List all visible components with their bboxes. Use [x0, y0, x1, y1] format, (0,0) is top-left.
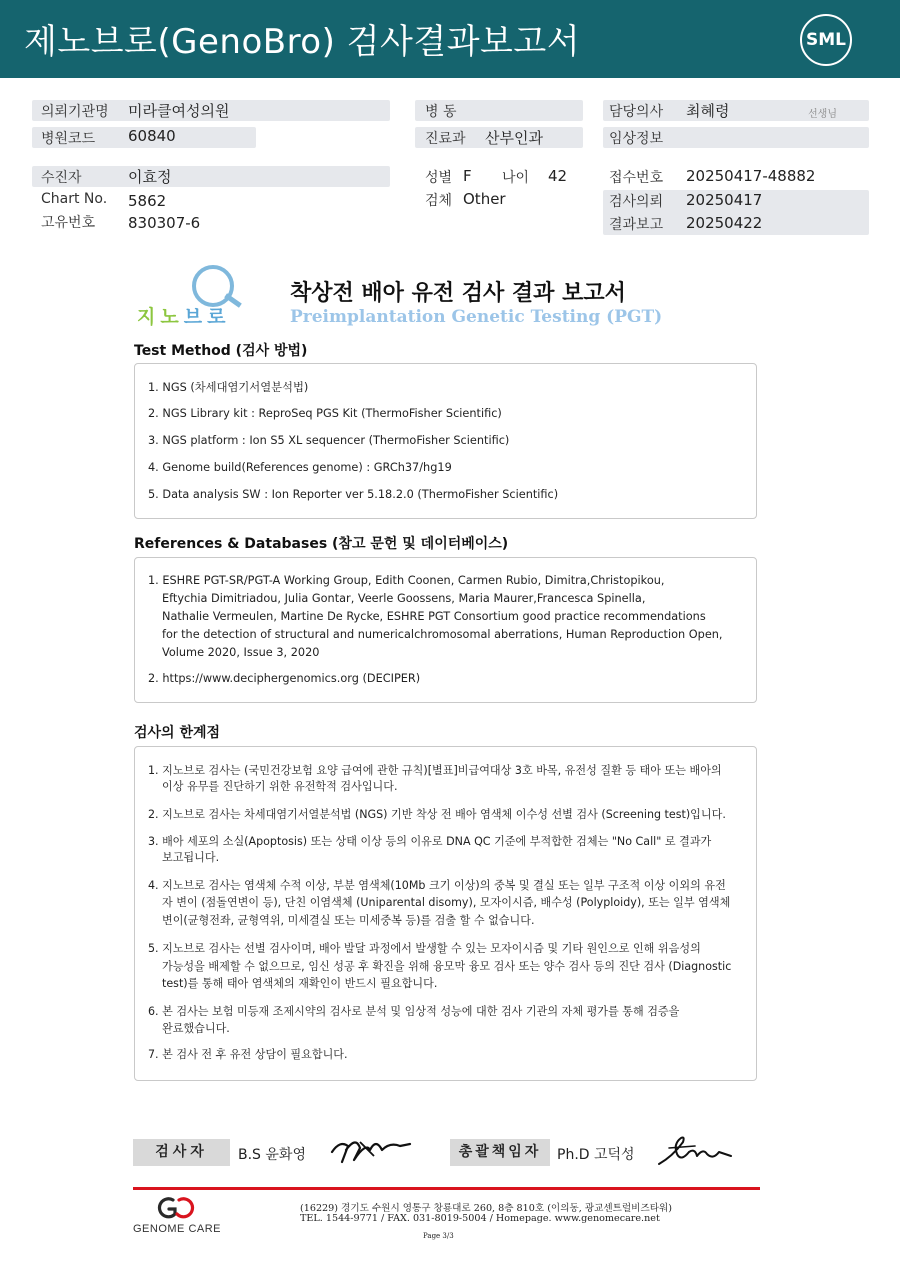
chart-no-label: Chart No. [41, 191, 108, 207]
limitation-line: 6. 본 검사는 보험 미등재 조제시약의 검사로 분석 및 임상적 성능에 대한 검사 기관의 자체 평가를 통해 검증을 [148, 1005, 680, 1018]
reference-line: for the detection of structural and numericalchromosomal aberrations, Human Reproduction Open, [162, 628, 723, 641]
doctor-suffix: 선생님 [808, 109, 837, 120]
hospital-code-label: 병원코드 [41, 131, 96, 147]
page-title: 제노브로(GenoBro) 검사결과보고서 [24, 22, 581, 62]
page-number: Page 3/3 [423, 1232, 454, 1240]
sex-label: 성별 [425, 170, 453, 186]
report-date-value: 20250422 [686, 214, 763, 232]
receipt-no-value: 20250417-48882 [686, 167, 816, 185]
genome-care-logo-icon [153, 1196, 199, 1222]
patient-value: 이효정 [128, 168, 172, 186]
age-value: 42 [548, 167, 568, 185]
genome-care-logo-text: GENOME CARE [133, 1223, 222, 1235]
examiner-name: B.S 윤화영 [238, 1147, 306, 1163]
director-signature [655, 1130, 735, 1170]
genobro-magnifier-icon [192, 265, 234, 307]
limitation-line: 가능성을 배제할 수 없으므로, 임신 성공 후 확진을 위해 융모막 융모 검사 또는 양수 검사 등의 진단 검사 (Diagnostic [162, 960, 732, 973]
hospital-code-value: 60840 [128, 127, 176, 145]
report-date-label: 결과보고 [609, 217, 664, 233]
limitation-line: 7. 본 검사 전 후 유전 상담이 필요합니다. [148, 1048, 348, 1061]
request-date-label: 검사의뢰 [609, 194, 664, 210]
specimen-value: Other [463, 190, 506, 208]
doctor-value: 최혜령 [686, 102, 730, 120]
report-title-en: Preimplantation Genetic Testing (PGT) [290, 307, 663, 327]
test-method-heading: Test Method (검사 방법) [134, 343, 308, 359]
department-value: 산부인과 [485, 129, 543, 147]
examiner-label: 검사자 [133, 1139, 230, 1166]
unique-no-label: 고유번호 [41, 215, 96, 231]
limitation-line: 보고됩니다. [162, 851, 220, 864]
reference-line: Nathalie Vermeulen, Martine De Rycke, ESHRE PGT Consortium good practice recommendations [162, 610, 706, 623]
department-label: 진료과 [425, 131, 466, 147]
test-method-item: 2. NGS Library kit : ReproSeq PGS Kit (ThermoFisher Scientific) [148, 407, 502, 420]
chart-no-value: 5862 [128, 192, 167, 210]
reference-line: Volume 2020, Issue 3, 2020 [162, 646, 320, 659]
limitation-line: 완료했습니다. [162, 1022, 230, 1035]
footer-contact: TEL. 1544-9771 / FAX. 031-8019-5004 / Homepage. www.genomecare.net [300, 1213, 660, 1224]
unique-no-value: 830307-6 [128, 214, 201, 232]
limitation-line: 4. 지노브로 검사는 염색체 수적 이상, 부분 염색체(10Mb 크기 이상)의 중복 및 결실 또는 일부 구조적 이상 이외의 유전 [148, 879, 726, 892]
age-label: 나이 [502, 170, 530, 186]
sml-logo: SML [800, 14, 852, 66]
test-method-item: 1. NGS (차세대염기서열분석법) [148, 381, 309, 394]
limitation-line: 변이(균형전좌, 균형역위, 미세결실 또는 미세중복 등)를 검출 할 수 없습니다. [162, 914, 535, 927]
reference-line: 2. https://www.deciphergenomics.org (DECIPER) [148, 672, 421, 685]
reference-line: Eftychia Dimitriadou, Julia Gontar, Veerle Goossens, Maria Maurer,Francesca Spinella, [162, 592, 646, 605]
ward-label: 병 동 [425, 104, 457, 120]
institution-label: 의뢰기관명 [41, 104, 109, 120]
limitation-line: 1. 지노브로 검사는 (국민건강보험 요양 급여에 관한 규칙)[별표]비급여대상 3호 바목, 유전성 질환 등 태아 또는 배아의 [148, 764, 722, 777]
receipt-no-label: 접수번호 [609, 170, 664, 186]
limitation-line: 이상 유무를 진단하기 위한 유전학적 검사입니다. [162, 780, 398, 793]
test-method-item: 4. Genome build(References genome) : GRCh37/hg19 [148, 461, 452, 474]
sex-value: F [463, 167, 472, 185]
specimen-label: 검체 [425, 193, 453, 209]
genobro-logo: 지노브로 [137, 306, 231, 328]
director-name: Ph.D 고덕성 [557, 1147, 635, 1163]
limitation-line: 자 변이 (점돌연변이 등), 단친 이염색체 (Uniparental disomy), 모자이시즘, 배수성 (Polyploidy), 또는 일부 염색체 [162, 896, 731, 909]
request-date-value: 20250417 [686, 191, 763, 209]
limitations-heading: 검사의 한계점 [134, 725, 221, 741]
test-method-item: 3. NGS platform : Ion S5 XL sequencer (ThermoFisher Scientific) [148, 434, 510, 447]
info-bar-patient [32, 166, 390, 187]
footer-divider [133, 1187, 760, 1190]
institution-value: 미라클여성의원 [128, 102, 230, 120]
reference-line: 1. ESHRE PGT-SR/PGT-A Working Group, Edith Coonen, Carmen Rubio, Dimitra,Christopikou, [148, 574, 665, 587]
doctor-label: 담당의사 [609, 104, 664, 120]
director-label: 총괄책임자 [450, 1139, 550, 1166]
patient-label: 수진자 [41, 170, 82, 186]
limitation-line: 3. 배아 세포의 소실(Apoptosis) 또는 상태 이상 등의 이유로 DNA QC 기준에 부적합한 검체는 "No Call" 로 결과가 [148, 835, 712, 848]
limitation-line: test)를 통해 태아 염색체의 재확인이 반드시 필요합니다. [162, 977, 438, 990]
report-title-ko: 착상전 배아 유전 검사 결과 보고서 [290, 281, 626, 306]
examiner-signature [330, 1132, 412, 1168]
limitation-line: 5. 지노브로 검사는 선별 검사이며, 배아 발달 과정에서 발생할 수 있는 모자이시즘 및 기타 원인으로 인해 위음성의 [148, 942, 701, 955]
limitation-line: 2. 지노브로 검사는 차세대염기서열분석법 (NGS) 기반 착상 전 배아 염색체 이수성 선별 검사 (Screening test)입니다. [148, 808, 726, 821]
references-heading: References & Databases (참고 문헌 및 데이터베이스) [134, 536, 509, 552]
test-method-item: 5. Data analysis SW : Ion Reporter ver 5.18.2.0 (ThermoFisher Scientific) [148, 488, 559, 501]
clinical-info-label: 임상정보 [609, 131, 664, 147]
footer-address: (16229) 경기도 수원시 영통구 창룡대로 260, 8층 810호 (이의동, 광교센트럴비즈타워) [300, 1203, 672, 1214]
